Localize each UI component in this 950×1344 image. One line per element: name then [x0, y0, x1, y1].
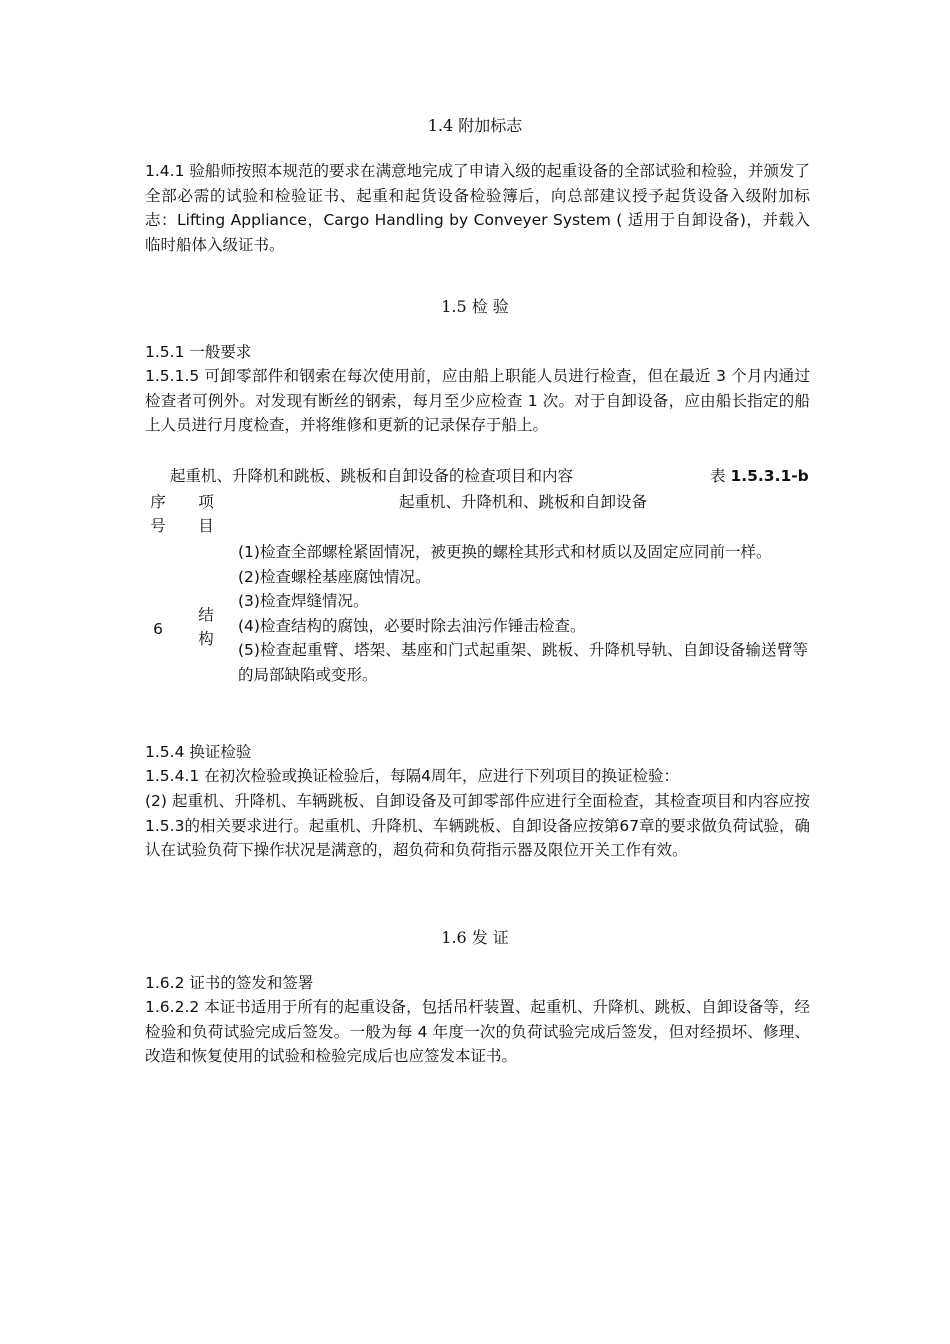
paragraph-1-5-4-1: 1.5.4.1 在初次检验或换证检验后，每隔4周年，应进行下列项目的换证检验： [145, 767, 680, 785]
paragraph-1-4-1: 1.4.1 验船师按照本规范的要求在满意地完成了申请入级的起重设备的全部试验和检验，并颁发了全部必需的试验和检验证书、起重和起货设备检验簿后，向总部建议授予起货设备入级附加标志：Lifting Appliance，Cargo Handling by Conveyer System ( 适用于自卸设备)，并载入临时船体入级证书。 [145, 162, 810, 254]
table-number-value: 1.5.3.1-b [730, 467, 809, 485]
subheading-1-5-1: 1.5.1 一般要求 [145, 343, 252, 361]
subheading-1-6-2: 1.6.2 证书的签发和签署 [145, 974, 314, 992]
section-heading-1-5: 1.5 检 验 [441, 297, 509, 316]
checklist-item: (4)检查结构的腐蚀，必要时除去油污作锤击检查。 [238, 616, 586, 635]
table-caption: 起重机、升降机和跳板、跳板和自卸设备的检查项目和内容 [170, 467, 574, 485]
table-number-prefix: 表 [710, 467, 731, 485]
paragraph-1-5-1-5: 1.5.1.5 可卸零部件和钢索在每次使用前，应由船上职能人员进行检查，但在最近 3 个月内通过检查者可例外。对发现有断丝的钢索，每月至少应检查 1 次。对于自卸设备，应由船长指定的船上人员进行月度检查，并将维修和更新的记录保存于船上。 [145, 367, 810, 434]
section-heading-1-6: 1.6 发 证 [441, 928, 509, 947]
section-heading-1-4: 1.4 附加标志 [427, 116, 523, 135]
table-header-item: 项目 [198, 493, 214, 535]
table-number [710, 463, 809, 489]
table-cell-item: 结构 [198, 606, 214, 648]
table-cell-number: 6 [153, 620, 163, 638]
checklist-item: (5)检查起重臂、塔架、基座和门式起重架、跳板、升降机导轨、自卸设备输送臂等的局部缺陷或变形。 [238, 641, 808, 684]
checklist-item: (3)检查焊缝情况。 [238, 592, 369, 610]
paragraph-1-6-2-2: 1.6.2.2 本证书适用于所有的起重设备，包括吊杆装置、起重机、升降机、跳板、自卸设备等，经检验和负荷试验完成后签发。一般为每 4 年度一次的负荷试验完成后签发，但对经损坏、修理、改造和恢复使用的试验和检验完成后也应签发本证书。 [145, 998, 810, 1065]
checklist-item: (2)检查螺栓基座腐蚀情况。 [238, 567, 431, 586]
table-header-seq: 序号 [150, 493, 166, 535]
subheading-1-5-4: 1.5.4 换证检验 [145, 743, 252, 761]
paragraph-1-5-4-1-item-2: (2) 起重机、升降机、车辆跳板、自卸设备及可卸零部件应进行全面检查，其检查项目和内容应按1.5.3的相关要求进行。起重机、升降机、车辆跳板、自卸设备应按第67章的要求做负荷试验，确认在试验负荷下操作状况是满意的，超负荷和负荷指示器及限位开关工作有效。 [145, 792, 810, 859]
table-cell-checklist [238, 540, 808, 687]
checklist-item: (1)检查全部螺栓紧固情况，被更换的螺栓其形式和材质以及固定应同前一样。 [238, 543, 772, 561]
table-header-desc: 起重机、升降机和、跳板和自卸设备 [398, 493, 647, 511]
